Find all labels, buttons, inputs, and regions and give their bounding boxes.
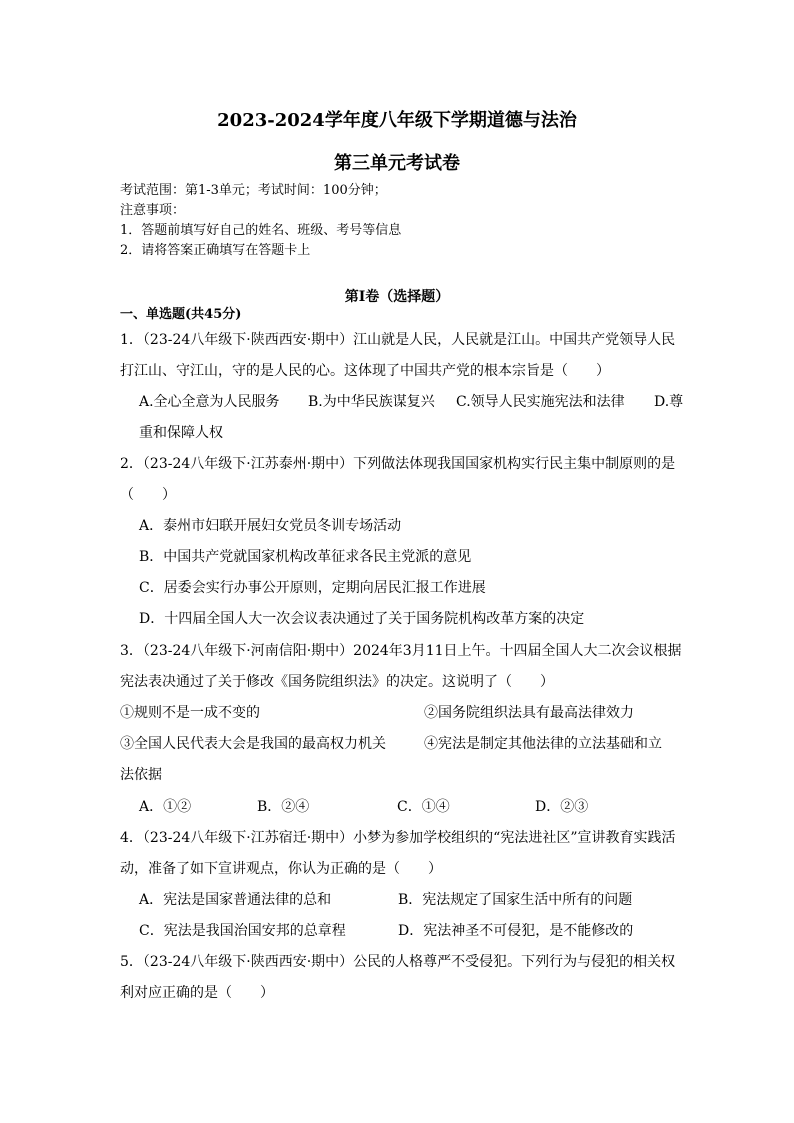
part-heading: 一、单选题(共45分) bbox=[120, 307, 242, 322]
q4-stem-line2: 动，准备了如下宣讲观点，你认为正确的是（ ） bbox=[120, 861, 442, 877]
q3-stem-line1: 3．（23-24八年级下·河南信阳·期中）2024年3月11日上午。十四届全国人大二次会议根据 bbox=[120, 643, 682, 659]
q3-option-a: A．①② bbox=[139, 799, 192, 815]
q5-stem-line2: 利对应正确的是（ ） bbox=[120, 985, 274, 1001]
q4-option-c: C．宪法是我国治国安邦的总章程 bbox=[139, 923, 346, 939]
q5-stem-line1: 5．（23-24八年级下·陕西西安·期中）公民的人格尊严不受侵犯。下列行为与侵犯的相关权 bbox=[120, 954, 676, 970]
q1-option-c: C.领导人民实施宪法和法律 bbox=[456, 394, 625, 410]
exam-title-line2: 第三单元考试卷 bbox=[334, 153, 460, 174]
q4-stem-line1: 4．（23-24八年级下·江苏宿迁·期中）小梦为参加学校组织的“宪法进社区”宣讲教育实践活 bbox=[120, 830, 676, 846]
q2-stem-line1: 2．（23-24八年级下·江苏泰州·期中）下列做法体现我国国家机构实行民主集中制原则的是 bbox=[120, 456, 676, 472]
q4-option-d: D．宪法神圣不可侵犯，是不能修改的 bbox=[398, 923, 634, 939]
q3-statement-1: ①规则不是一成不变的 bbox=[120, 705, 260, 721]
q3-option-d: D．②③ bbox=[535, 799, 589, 815]
exam-title-line1: 2023-2024学年度八年级下学期道德与法治 bbox=[217, 110, 577, 131]
q1-option-d-cont: 重和保障人权 bbox=[139, 425, 223, 441]
q3-statement-3: ③全国人民代表大会是我国的最高权力机关 bbox=[120, 736, 386, 752]
volume-heading: 第I卷（选择题） bbox=[344, 289, 450, 305]
q2-stem-line2: （ ） bbox=[120, 487, 176, 503]
q3-statement-2: ②国务院组织法具有最高法律效力 bbox=[424, 705, 634, 721]
q3-statement-4: ④宪法是制定其他法律的立法基础和立 bbox=[424, 736, 662, 752]
q2-option-c: C．居委会实行办事公开原则，定期向居民汇报工作进展 bbox=[139, 580, 486, 596]
q1-stem-line1: 1．（23-24八年级下·陕西西安·期中）江山就是人民，人民就是江山。中国共产党领导人民 bbox=[120, 332, 676, 348]
q1-option-d: D.尊 bbox=[654, 394, 684, 410]
q1-option-b: B.为中华民族谋复兴 bbox=[308, 394, 435, 410]
q1-option-a: A.全心全意为人民服务 bbox=[139, 394, 280, 410]
q3-option-c: C．①④ bbox=[397, 799, 450, 815]
q4-option-b: B．宪法规定了国家生活中所有的问题 bbox=[398, 892, 633, 908]
notice-item-2: 2．请将答案正确填写在答题卡上 bbox=[120, 243, 311, 258]
q3-stem-line2: 宪法表决通过了关于修改《国务院组织法》的决定。这说明了（ ） bbox=[120, 674, 554, 690]
q4-option-a: A．宪法是国家普通法律的总和 bbox=[139, 892, 332, 908]
notice-label: 注意事项： bbox=[120, 203, 186, 218]
q2-option-b: B．中国共产党就国家机构改革征求各民主党派的意见 bbox=[139, 549, 472, 565]
q3-statement-4-cont: 法依据 bbox=[120, 767, 162, 783]
q1-stem-line2: 打江山、守江山，守的是人民的心。这体现了中国共产党的根本宗旨是（ ） bbox=[120, 363, 610, 379]
exam-range: 考试范围：第1-3单元；考试时间：100分钟； bbox=[120, 183, 387, 198]
q2-option-a: A．泰州市妇联开展妇女党员冬训专场活动 bbox=[139, 518, 402, 534]
notice-item-1: 1．答题前填写好自己的姓名、班级、考号等信息 bbox=[120, 223, 402, 238]
q3-option-b: B．②④ bbox=[257, 799, 310, 815]
q2-option-d: D．十四届全国人大一次会议表决通过了关于国务院机构改革方案的决定 bbox=[139, 611, 585, 627]
